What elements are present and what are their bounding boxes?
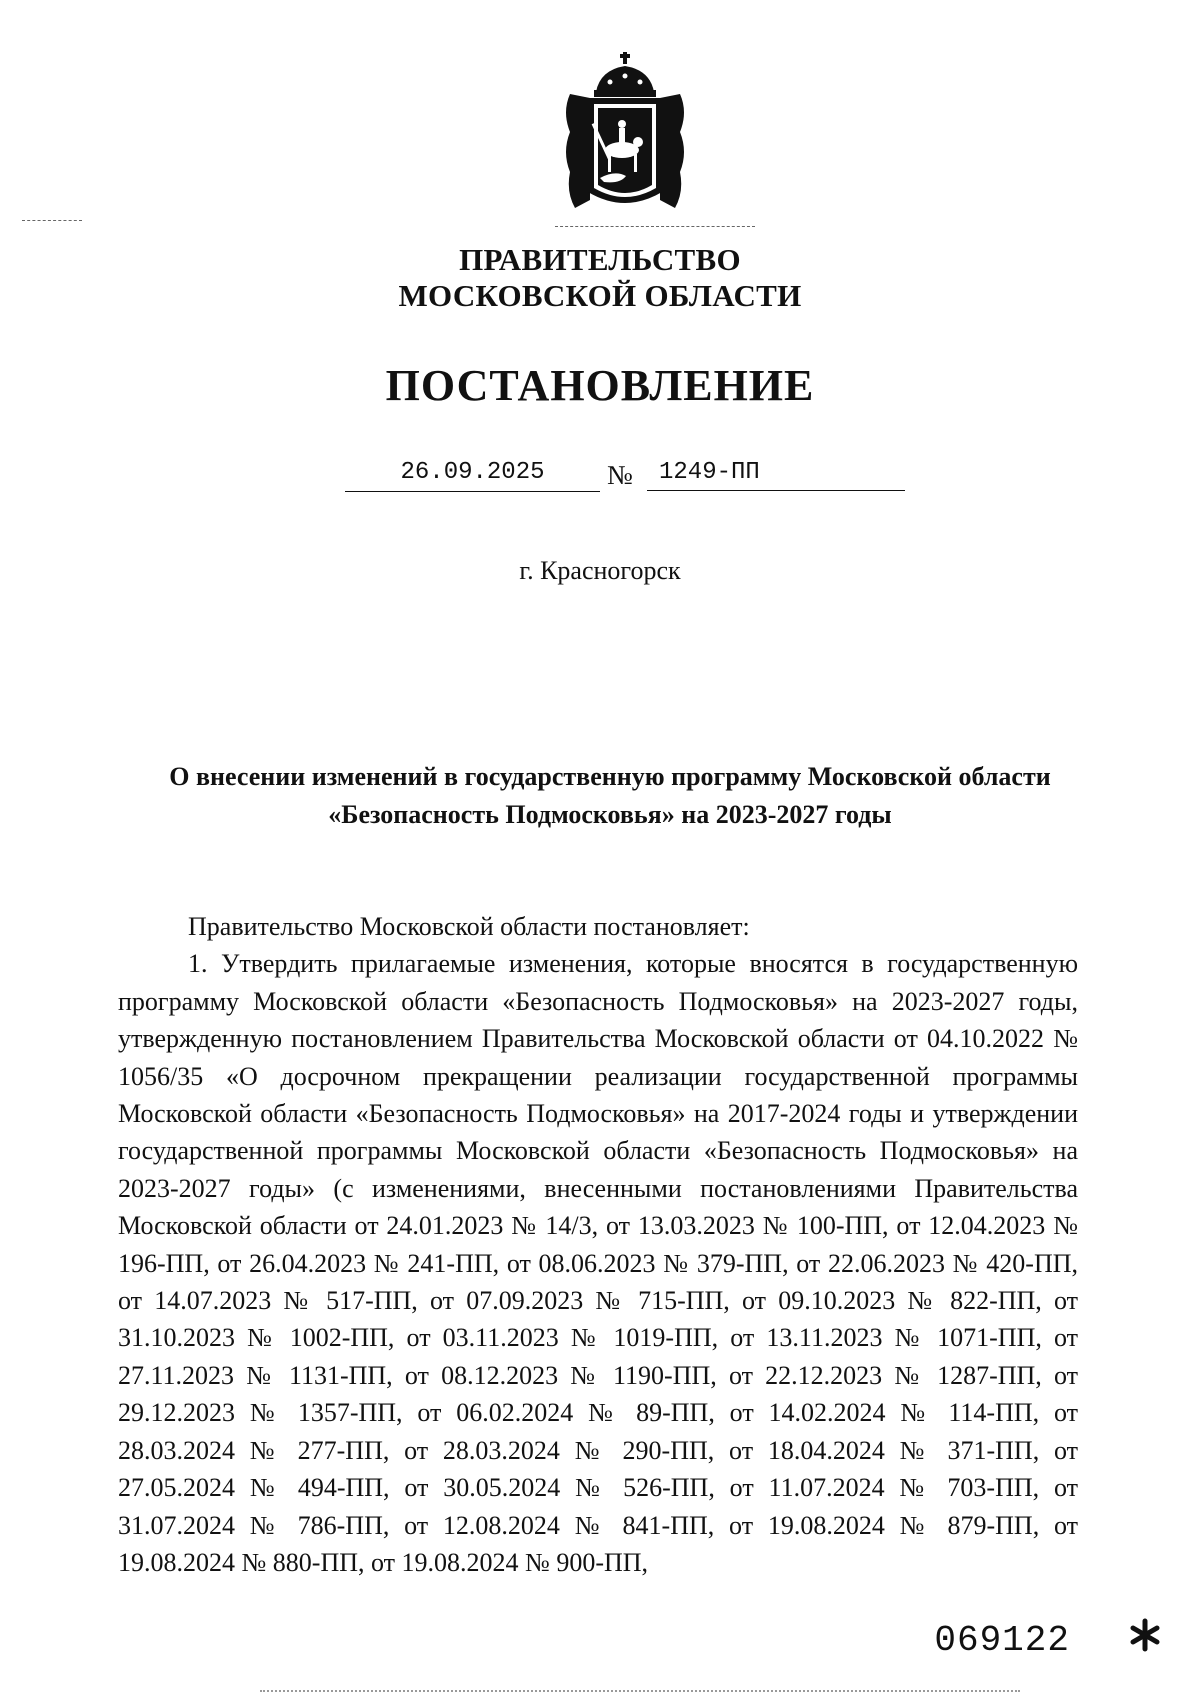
coat-of-arms-icon	[560, 52, 690, 212]
title-line1: О внесении изменений в государственную программу Московской области	[169, 762, 1051, 791]
document-body	[118, 908, 1078, 1581]
body-item-1: 1. Утвердить прилагаемые изменения, которые вносятся в государственную программу Московской области «Безопасность Подмосковья» на 2023-2027 годы, утвержденную постановлением Правительства Московской области от 04.10.2022 № 1056/35 «О досрочном прекращении реализации государственной программы Московской области «Безопасность Подмосковья» на 2017-2024 годы и утверждении государственной программы Московской области «Безопасность Подмосковья» на 2023-2027 годы» (с изменениями, внесенными постановлениями Правительства Московской области от 24.01.2023 № 14/3, от 13.03.2023 № 100-ПП, от 12.04.2023 № 196-ПП, от 26.04.2023 № 241-ПП, от 08.06.2023 № 379-ПП, от 22.06.2023 № 420-ПП, от 14.07.2023 № 517-ПП, от 07.09.2023 № 715-ПП, от 09.10.2023 № 822-ПП, от 31.10.2023 № 1002-ПП, от 03.11.2023 № 1019-ПП, от 13.11.2023 № 1071-ПП, от 27.11.2023 № 1131-ПП, от 08.12.2023 № 1190-ПП, от 22.12.2023 № 1287-ПП, от 29.12.2023 № 1357-ПП, от 06.02.2024 № 89-ПП, от 14.02.2024 № 114-ПП, от 28.03.2024 № 277-ПП, от 28.03.2024 № 290-ПП, от 18.04.2024 № 371-ПП, от 27.05.2024 № 494-ПП, от 30.05.2024 № 526-ПП, от 11.07.2024 № 703-ПП, от 31.07.2024 № 786-ПП, от 12.08.2024 № 841-ПП, от 19.08.2024 № 879-ПП, от 19.08.2024 № 880-ПП, от 19.08.2024 № 900-ПП,	[118, 949, 1078, 1577]
city-line: г. Красногорск	[519, 556, 681, 585]
document-date: 26.09.2025	[345, 458, 600, 492]
registration-row	[345, 458, 905, 498]
scan-artifact-line-right	[555, 226, 755, 227]
body-preamble: Правительство Московской области постановляет:	[188, 912, 750, 941]
asterisk-icon	[1128, 1618, 1162, 1652]
document-number: 1249-ПП	[647, 458, 905, 491]
org-name-line1: ПРАВИТЕЛЬСТВО	[459, 242, 741, 277]
serial-number: 069122	[934, 1620, 1070, 1661]
document-title	[110, 758, 1110, 834]
title-line2: «Безопасность Подмосковья» на 2023-2027 годы	[328, 800, 892, 829]
scan-artifact-footer-line	[260, 1690, 1020, 1692]
number-sign: №	[607, 460, 633, 490]
document-type-heading: ПОСТАНОВЛЕНИЕ	[385, 361, 815, 410]
org-name-line2: МОСКОВСКОЙ ОБЛАСТИ	[398, 278, 802, 313]
scan-artifact-line-left	[22, 220, 82, 221]
